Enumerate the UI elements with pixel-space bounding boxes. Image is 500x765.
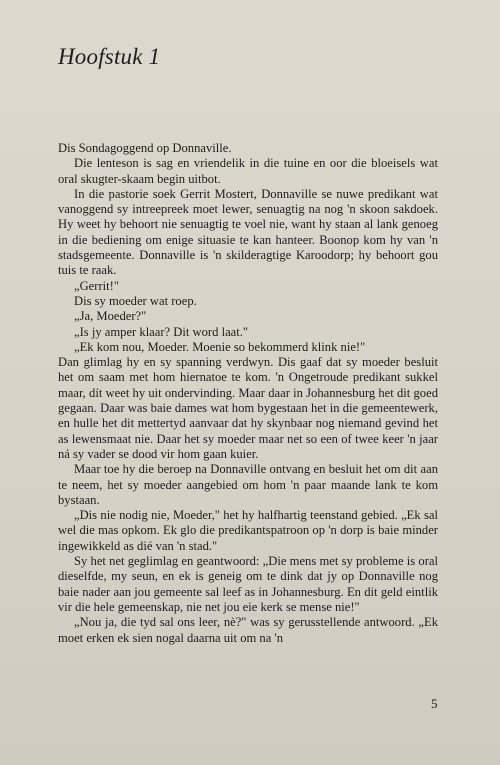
paragraph: In die pastorie soek Gerrit Mostert, Donnaville se nuwe predikant wat vanoggend sy intreepreek moet lewer, senuagtig na nog 'n skoon sakdoek. Hy weet hy behoort nie senuagtig te voel nie, want hy staan al lank genoeg in die bediening om enige situasie te kan hanteer. Boonop kom hy van 'n stadsgemeente. Donnaville is 'n skilderagtige Karoodorp; hy behoort gou tuis te raak.	[58, 186, 438, 278]
paragraph: „Dis nie nodig nie, Moeder," het hy halfhartig teenstand gebied. „Ek sal wel die mas opkom. Ek glo die predikantspatroon op 'n dorp is baie minder ingewikkeld as dié van 'n stad."	[58, 508, 438, 553]
paragraph: Dis Sondagoggend op Donnaville.	[58, 141, 232, 155]
body-text	[58, 141, 438, 646]
paragraph: „Ek kom nou, Moeder. Moenie so bekommerd klink nie!"	[74, 339, 366, 354]
paragraph: „Ja, Moeder?"	[74, 309, 147, 324]
paragraph: Dan glimlag hy en sy spanning verdwyn. Dis gaaf dat sy moeder besluit het om saam met hom hiernatoe te kom. 'n Ongetroude predikant sukkel maar, dít weet hy uit ondervinding. Maar daar in Johannesburg het dit goed gegaan. Daar was baie dames wat hom bygestaan het in die gemeentewerk, en hulle het dit mettertyd aanvaar dat hy skynbaar nog niemand gevind het as lewensmaat nie. Daar het sy moeder maar net so een of twee keer 'n jaar ná sy vader se dood vir hom gaan kuier.	[58, 355, 438, 461]
chapter-heading: Hoofstuk 1	[58, 44, 161, 69]
paragraph: Dis sy moeder wat roep.	[74, 293, 197, 308]
paragraph: „Is jy amper klaar? Dit word laat."	[74, 324, 249, 339]
paragraph: Sy het net geglimlag en geantwoord: „Die mens met sy probleme is oral dieselfde, my seun, en ek is geneig om te dink dat jy op Donnaville nog baie nader aan jou gemeente sal leef as in Johannesburg. En dit geld eintlik vir die hele gemeenskap, nie net jou eie kerk se mense nie!"	[58, 554, 438, 614]
page-number: 5	[431, 696, 438, 711]
paragraph: „Nou ja, die tyd sal ons leer, nè?" was sy gerusstellende antwoord. „Ek moet erken ek sien nogal daarna uit om na 'n	[58, 615, 438, 645]
paragraph: Maar toe hy die beroep na Donnaville ontvang en besluit het om dit aan te neem, het sy moeder aangebied om hom 'n paar maande lank te kom bystaan.	[58, 462, 438, 507]
paragraph: Die lenteson is sag en vriendelik in die tuine en oor die bloeisels wat oral skugter-skaam begin uitbot.	[58, 156, 438, 186]
paragraph: „Gerrit!"	[74, 278, 119, 293]
